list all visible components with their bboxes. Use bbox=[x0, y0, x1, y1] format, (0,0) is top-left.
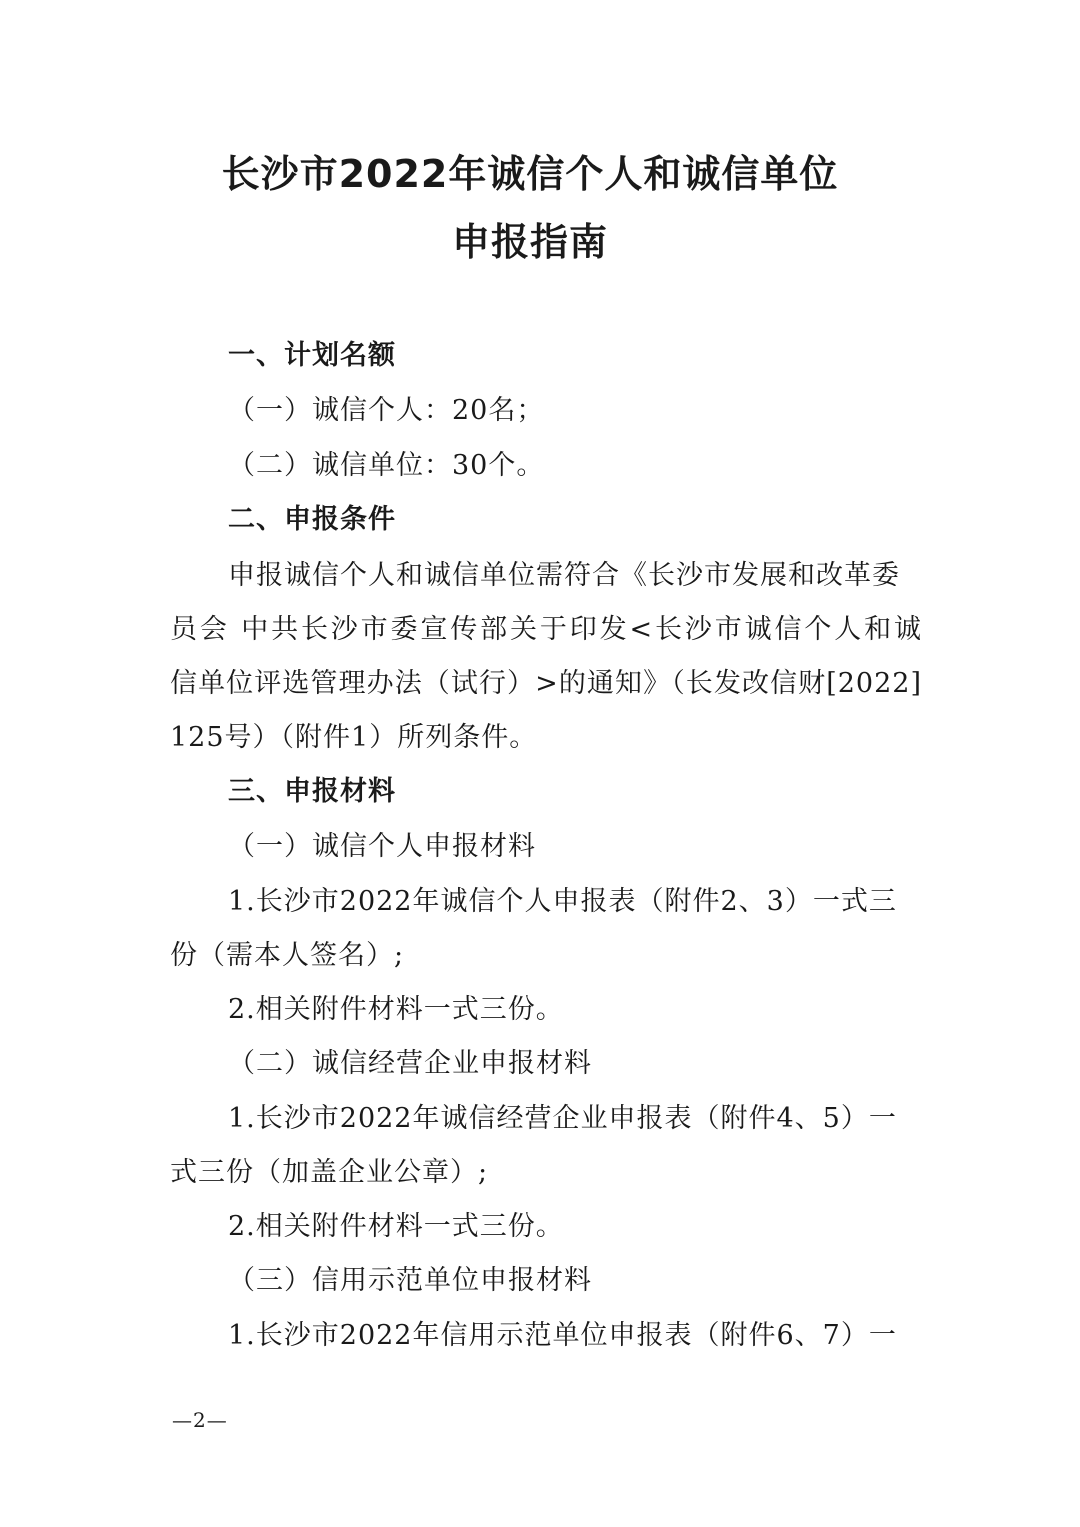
list-item: 2.相关附件材料一式三份。 bbox=[228, 1211, 564, 1242]
document-title-line2: 申报指南 bbox=[451, 220, 608, 264]
list-item: 1.长沙市2022年信用示范单位申报表（附件6、7）一 bbox=[228, 1320, 897, 1351]
list-item: 1.长沙市2022年诚信经营企业申报表（附件4、5）一 bbox=[228, 1103, 897, 1134]
paragraph-line: 申报诚信个人和诚信单位需符合《长沙市发展和改革委 bbox=[228, 560, 900, 591]
document-title-line1: 长沙市2022年诚信个人和诚信单位 bbox=[221, 152, 839, 196]
paragraph-line: 员会 中共长沙市委宣传部关于印发<长沙市诚信个人和诚 bbox=[170, 614, 922, 645]
subheading-individual-materials: （一）诚信个人申报材料 bbox=[228, 831, 536, 862]
section-heading-materials: 三、申报材料 bbox=[228, 776, 396, 807]
quota-individuals: （一）诚信个人：20名； bbox=[228, 395, 545, 426]
list-item: 2.相关附件材料一式三份。 bbox=[228, 994, 564, 1025]
list-item-continuation: 份（需本人签名）; bbox=[170, 940, 405, 971]
section-heading-quota: 一、计划名额 bbox=[228, 340, 396, 371]
subheading-enterprise-materials: （二）诚信经营企业申报材料 bbox=[228, 1048, 592, 1079]
list-item: 1.长沙市2022年诚信个人申报表（附件2、3）一式三 bbox=[228, 886, 897, 917]
subheading-demo-unit-materials: （三）信用示范单位申报材料 bbox=[228, 1265, 592, 1296]
page-number: —2— bbox=[172, 1408, 228, 1432]
paragraph-line: 125号）（附件1）所列条件。 bbox=[170, 722, 538, 753]
section-heading-conditions: 二、申报条件 bbox=[228, 504, 396, 535]
quota-units: （二）诚信单位：30个。 bbox=[228, 450, 545, 481]
list-item-continuation: 式三份（加盖企业公章）; bbox=[170, 1157, 489, 1188]
paragraph-line: 信单位评选管理办法（试行）>的通知》（长发改信财[2022] bbox=[170, 668, 922, 699]
